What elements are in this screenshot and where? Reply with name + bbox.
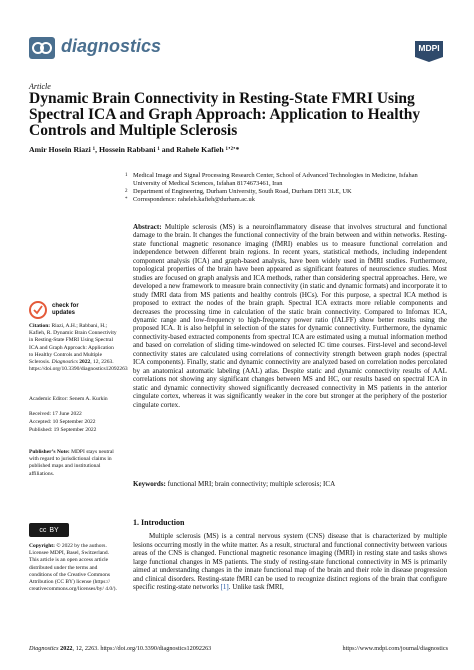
published-date: Published: 19 September 2022 <box>29 427 97 433</box>
keywords <box>133 480 447 488</box>
correspondence[interactable]: * Correspondence: raheleh.kafieh@durham.ac.uk <box>125 196 255 203</box>
diagnostics-logo-icon <box>29 37 55 59</box>
received-date: Received: 17 June 2022 <box>29 411 82 417</box>
abstract <box>133 223 447 409</box>
author-list[interactable]: Amir Hosein Riazi ¹, Hossein Rabbani ¹ and Rahele Kafieh ¹ʼ²ʼ* <box>29 145 240 154</box>
journal-name[interactable]: diagnostics <box>61 36 162 56</box>
citation: Citation: Riazi, A.H.; Rabbani, H.; Kafieh, R. Dynamic Brain Connectivity in Resting-State FMRI Using Spectral ICA and Graph Approach: Application to Healthy Controls and Multiple Sclerosis. Diagnostics 2022, 12, 2263. https://doi.org/10.3390/diagnostics12092263 <box>29 323 128 373</box>
affiliation-2: 2 Department of Engineering, Durham University, South Road, Durham DH1 3LE, UK <box>125 188 352 195</box>
keywords-label: Keywords: <box>133 480 166 488</box>
footer-journal-url[interactable]: https://www.mdpi.com/journal/diagnostics <box>342 645 448 652</box>
article-type: Article <box>29 82 51 91</box>
check-updates-icon[interactable] <box>29 301 47 319</box>
keywords-text: functional MRI; brain connectivity; multiple sclerosis; ICA <box>167 480 336 488</box>
accepted-date: Accepted: 10 September 2022 <box>29 419 96 425</box>
reference-link-1[interactable]: [1] <box>220 583 229 591</box>
footer-citation: Diagnostics 2022, 12, 2263. https://doi.org/10.3390/diagnostics12092263 <box>29 645 212 652</box>
abstract-label: Abstract: <box>133 223 162 231</box>
introduction-text: Multiple sclerosis (MS) is a central nervous system (CNS) disease that is characterized by multiple lesions occurring mostly in the white matter. As a result, structural and functional connectivity between various areas of the CNS is changed. Functional magnetic resonance imaging (fMRI) in resting state and tasks shows large functional changes in MS patients. The study of resting-state functional connectivity in MS is primarily aimed at understanding changes in the innate functional map of the brain and their role in disease progression and clinical disorders. Resting-state fMRI can be used to recognize distinct regions of the brain that configure specific resting-state networks [1]. Unlike task fMRI, <box>133 532 447 591</box>
article-title: Dynamic Brain Connectivity in Resting-State FMRI Using Spectral ICA and Graph Approach: Application to Healthy Controls and Multiple Sclerosis <box>29 90 421 139</box>
abstract-text: Multiple sclerosis (MS) is a neuroinflammatory disease that involves structural and functional damage to the brain. It changes the functional connectivity of the brain between and within networks. Resting-state functional magnetic resonance imaging (fMRI) enables us to measure functional correlation and independence between different brain regions. In recent years, statistical methods, including independent component analysis (ICA) and graph-based analysis, have been widely used in fMRI studies. Furthermore, topological properties of the brain have been appeared as significant features of neuroscience studies. Most studies are focused on graph analysis and ICA methods, rather than considering spectral approaches. Here, we developed a new framework to measure brain connectivity (in static and dynamic formats) and incorporate it to study fMRI data from MS patients and healthy controls (HCs). For this purpose, a spectral ICA method is proposed to extract the nodes of the brain graph. Spectral ICA extracts more reliable components and decreases the processing time in calculation of the static brain connectivity. Compared to Infomax ICA, dynamic range and low-frequency to high-frequency power ratio (fALFF) show better results using the proposed ICA. It is also helpful in selection of the states for dynamic connectivity. Furthermore, the dynamic connectivity-based extracted components from spectral ICA are estimated using a mutual information method and based on correlation of sliding time-windowed on selected IC time courses. First-level and second-level connectivity states are calculated using correlations of connectivity strength between graph nodes (spectral ICA components). Finally, static and dynamic connectivity are analyzed based on correlation nodes percolated by an anatomical automatic labeling (AAL) atlas. Despite static and dynamic connectivity results of AAL correlations not showing any significant changes between MS and HC, our results based on spectral ICA in static and dynamic connectivity showed significantly decreased connectivity in MS patients in the anterior cingulate cortex, whereas it was significantly weaker in the core but stronger at the periphery of the posterior cingulate cortex. <box>133 223 447 409</box>
section-heading-introduction: 1. Introduction <box>133 518 185 527</box>
check-updates-label[interactable]: check for updates <box>52 303 79 316</box>
copyright-notice: Copyright: © 2022 by the authors. Licensee MDPI, Basel, Switzerland. This article is an open access article distributed under the terms and conditions of the Creative Commons Attribution (CC BY) license (https:// creativecommons.org/licenses/by/ 4.0/). <box>29 543 117 593</box>
academic-editor: Academic Editor: Senem A. Kurkin <box>29 396 108 402</box>
affiliation-1: 1 Medical Image and Signal Processing Research Center, School of Advanced Technologies in Medicine, Isfahan University of Medical Sciences, Isfahan 8174673461, Iran <box>125 172 418 187</box>
publisher-note: Publisher’s Note: MDPI stays neutral with regard to jurisdictional claims in published maps and institutional affiliations. <box>29 449 114 477</box>
mdpi-logo-text: MDPI <box>418 43 440 53</box>
cc-by-license-icon[interactable]: cc BY <box>29 523 69 537</box>
